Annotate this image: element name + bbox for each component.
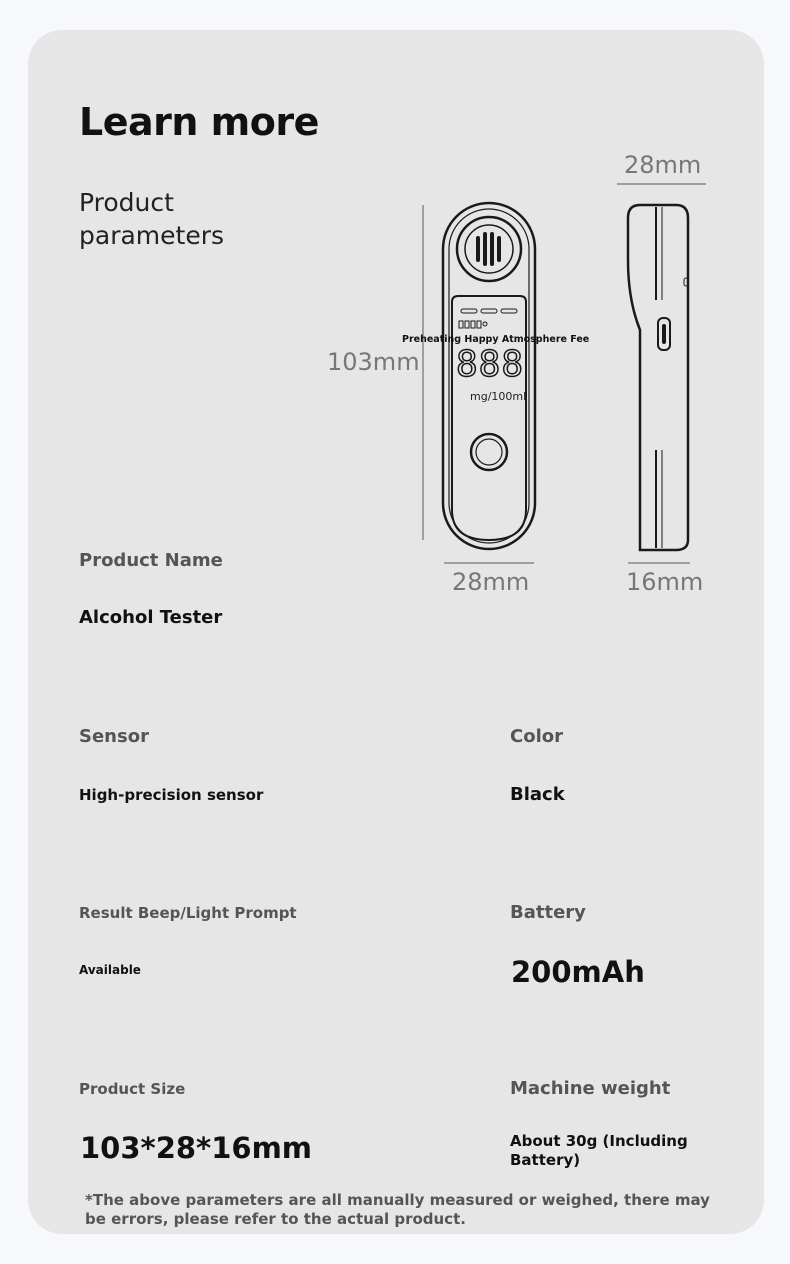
- battery-label: Battery: [510, 902, 586, 923]
- sensor-label: Sensor: [79, 726, 149, 747]
- sensor-value: High-precision sensor: [79, 786, 264, 804]
- prompt-value: Available: [79, 963, 141, 977]
- footnote: *The above parameters are all manually measured or weighed, there may be errors, please refer to the actual product.: [85, 1191, 710, 1228]
- color-value: Black: [510, 784, 565, 805]
- front-width-label: 28mm: [452, 568, 530, 596]
- product-name-label: Product Name: [79, 550, 223, 571]
- breath-inlet-icon: [457, 217, 521, 281]
- battery-icon: [459, 321, 463, 328]
- page-title: Learn more: [79, 100, 319, 144]
- weight-label: Machine weight: [510, 1078, 671, 1099]
- screen-unit: mg/100ml: [470, 390, 527, 403]
- weight-value: About 30g (Including Battery): [510, 1132, 688, 1169]
- side-depth-label: 28mm: [624, 151, 702, 179]
- subtitle-line-2: parameters: [79, 221, 225, 250]
- prompt-label: Result Beep/Light Prompt: [79, 904, 297, 922]
- product-name-value: Alcohol Tester: [79, 607, 223, 628]
- device-side-view: [628, 205, 688, 550]
- side-width-label: 16mm: [626, 568, 704, 596]
- size-label: Product Size: [79, 1080, 186, 1098]
- subtitle-line-1: Product: [79, 188, 174, 217]
- battery-value: 200mAh: [511, 955, 645, 989]
- height-dimension-label: 103mm: [327, 348, 420, 376]
- color-label: Color: [510, 726, 563, 747]
- product-diagram: [0, 0, 790, 620]
- screen-caption: Preheating Happy Atmosphere Fee: [402, 334, 590, 345]
- screen-digits: 888: [456, 344, 525, 385]
- size-value: 103*28*16mm: [80, 1131, 313, 1165]
